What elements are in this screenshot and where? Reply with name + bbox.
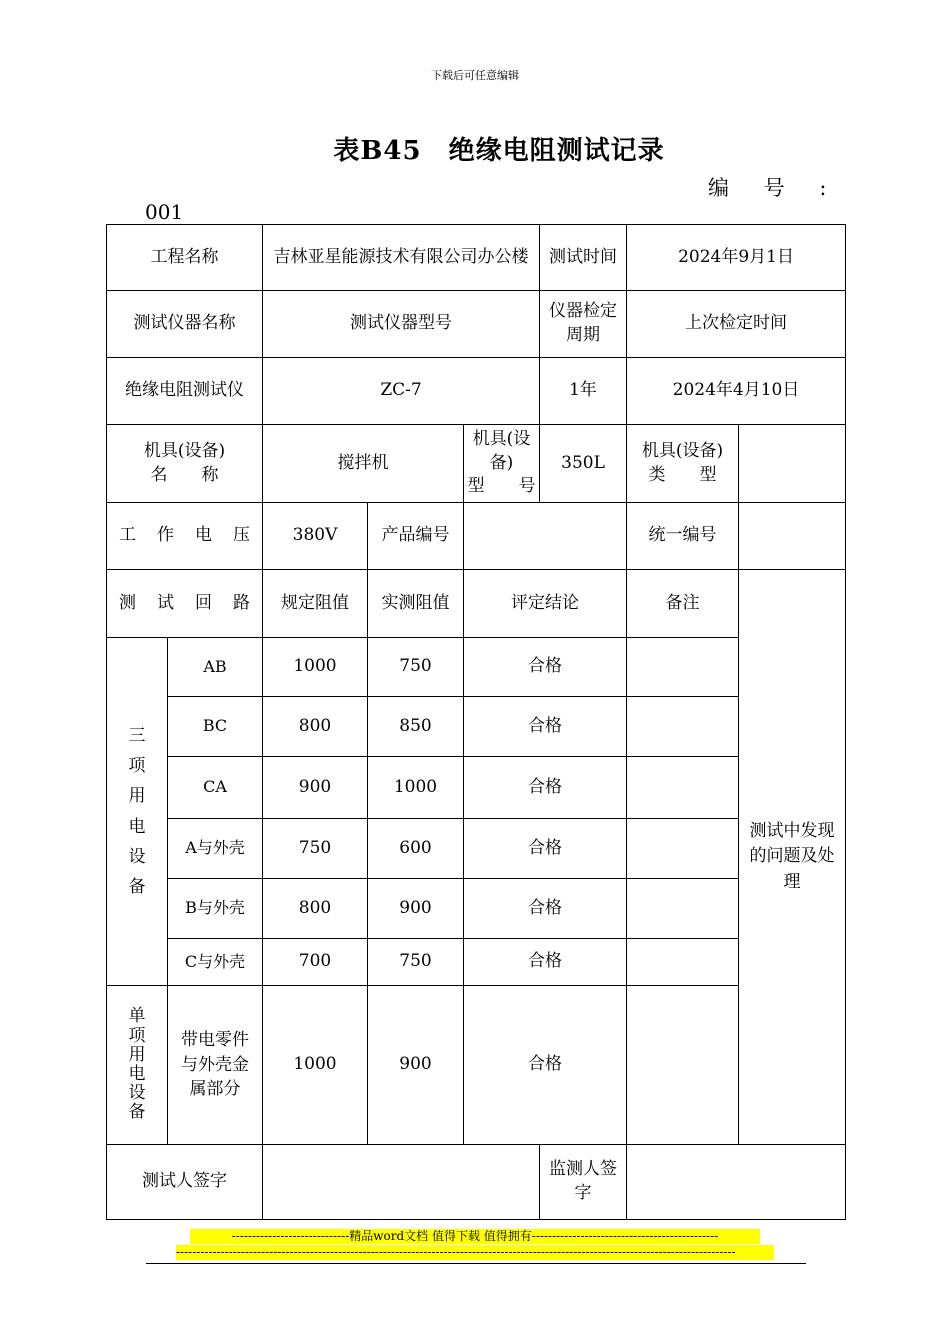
- machine-name-label-line1: 机具(设备): [143, 440, 226, 461]
- column-header-row: [107, 570, 846, 638]
- machine-model: 350L: [540, 425, 627, 503]
- conclusion-cell: 合格: [464, 819, 627, 879]
- circuit-cell: BC: [168, 697, 263, 757]
- required-cell: 750: [263, 819, 368, 879]
- remark-cell: [627, 819, 739, 879]
- instrument-header-row: [107, 291, 846, 358]
- circuit-cell: C与外壳: [168, 939, 263, 986]
- tester-label: 测试人签字: [107, 1145, 263, 1220]
- machine-type: [739, 425, 846, 503]
- remark-cell: [627, 879, 739, 939]
- required-cell: 700: [263, 939, 368, 986]
- remark-cell: [627, 757, 739, 819]
- single-phase-conclusion: 合格: [464, 986, 627, 1145]
- issues-cell: [739, 570, 846, 1145]
- insulation-record-table: [106, 224, 846, 1220]
- conclusion-cell: 合格: [464, 697, 627, 757]
- machine-type-label: [627, 425, 739, 503]
- table-row: [107, 638, 846, 697]
- project-label: 工程名称: [107, 225, 263, 291]
- voltage-row: [107, 503, 846, 570]
- product-no-label: 产品编号: [368, 503, 464, 570]
- project-name: 吉林亚星能源技术有限公司办公楼: [263, 225, 540, 291]
- single-phase-group-text: 单项用电设备: [128, 1006, 146, 1123]
- serial-label: 编 号 :: [708, 176, 841, 200]
- footer-banner: -----------------------------精品word文档 值得下载 值得拥有----------------------------------------------: [190, 1229, 760, 1244]
- header-note: 下载后可任意编辑: [431, 69, 519, 82]
- machine-model-label-line1: 机具(设备): [472, 428, 531, 473]
- single-phase-remark: [627, 986, 739, 1145]
- circuit-cell: B与外壳: [168, 879, 263, 939]
- unified-no-label: 统一编号: [627, 503, 739, 570]
- table-row: [107, 939, 846, 986]
- instrument-name: 绝缘电阻测试仪: [107, 358, 263, 425]
- test-time-label: 测试时间: [540, 225, 627, 291]
- measured-cell: 600: [368, 819, 464, 879]
- remark-header: 备注: [627, 570, 739, 638]
- tester-signature: [263, 1145, 540, 1220]
- unified-no: [739, 503, 846, 570]
- conclusion-cell: 合格: [464, 638, 627, 697]
- instrument-row: [107, 358, 846, 425]
- conclusion-cell: 合格: [464, 939, 627, 986]
- circuit-cell: AB: [168, 638, 263, 697]
- required-cell: 900: [263, 757, 368, 819]
- remark-cell: [627, 638, 739, 697]
- test-time: 2024年9月1日: [627, 225, 846, 291]
- table-row: [107, 697, 846, 757]
- page-title: 表B45 绝缘电阻测试记录: [333, 136, 665, 166]
- instrument-name-header: 测试仪器名称: [107, 291, 263, 358]
- conclusion-cell: 合格: [464, 879, 627, 939]
- conclusion-cell: 合格: [464, 757, 627, 819]
- supervisor-signature: [627, 1145, 846, 1220]
- machine-row: [107, 425, 846, 503]
- supervisor-label: 监测人签字: [540, 1145, 627, 1220]
- circuit-cell: A与外壳: [168, 819, 263, 879]
- machine-type-label-line2: 类 型: [648, 464, 717, 485]
- issues-label: 测试中发现的问题及处理: [749, 820, 835, 892]
- required-header: 规定阻值: [263, 570, 368, 638]
- footer-divider: [146, 1263, 806, 1264]
- machine-model-label-line2: 型 号: [467, 476, 536, 497]
- conclusion-header: 评定结论: [464, 570, 627, 638]
- machine-name: 搅拌机: [263, 425, 464, 503]
- last-check-header: 上次检定时间: [627, 291, 846, 358]
- voltage-label: 工作电压: [107, 503, 263, 570]
- required-cell: 1000: [263, 638, 368, 697]
- calibration-period-header: 仪器检定周期: [540, 291, 627, 358]
- last-check-date: 2024年4月10日: [627, 358, 846, 425]
- machine-name-label: [107, 425, 263, 503]
- required-cell: 800: [263, 879, 368, 939]
- single-phase-row: [107, 986, 846, 1145]
- instrument-model-header: 测试仪器型号: [263, 291, 540, 358]
- required-cell: 800: [263, 697, 368, 757]
- instrument-model: ZC-7: [263, 358, 540, 425]
- project-row: [107, 225, 846, 291]
- serial-number: 001: [145, 200, 184, 224]
- single-phase-circuit-text: 带电零件与外壳金属部分: [181, 1030, 249, 1100]
- machine-name-label-line2: 名 称: [150, 464, 219, 485]
- table-row: [107, 879, 846, 939]
- measured-cell: 750: [368, 638, 464, 697]
- circuit-header: 测试回路: [107, 570, 263, 638]
- single-phase-required: 1000: [263, 986, 368, 1145]
- measured-cell: 750: [368, 939, 464, 986]
- measured-cell: 850: [368, 697, 464, 757]
- single-phase-group-label: [107, 986, 168, 1145]
- remark-cell: [627, 697, 739, 757]
- three-phase-group-label: [107, 638, 168, 986]
- single-phase-measured: 900: [368, 986, 464, 1145]
- table-row: [107, 819, 846, 879]
- machine-type-label-line1: 机具(设备): [641, 440, 724, 461]
- three-phase-group-text: 三项用电设备: [128, 725, 146, 897]
- measured-cell: 900: [368, 879, 464, 939]
- calibration-period: 1年: [540, 358, 627, 425]
- voltage-value: 380V: [263, 503, 368, 570]
- single-phase-circuit: [168, 986, 263, 1145]
- machine-model-label: [464, 425, 540, 503]
- measured-cell: 1000: [368, 757, 464, 819]
- remark-cell: [627, 939, 739, 986]
- footer-banner-dashes: ------------------------------------------------------------------------------------------------------------------------------------------: [176, 1245, 774, 1260]
- product-no: [464, 503, 627, 570]
- signature-row: [107, 1145, 846, 1220]
- circuit-cell: CA: [168, 757, 263, 819]
- table-row: [107, 757, 846, 819]
- measured-header: 实测阻值: [368, 570, 464, 638]
